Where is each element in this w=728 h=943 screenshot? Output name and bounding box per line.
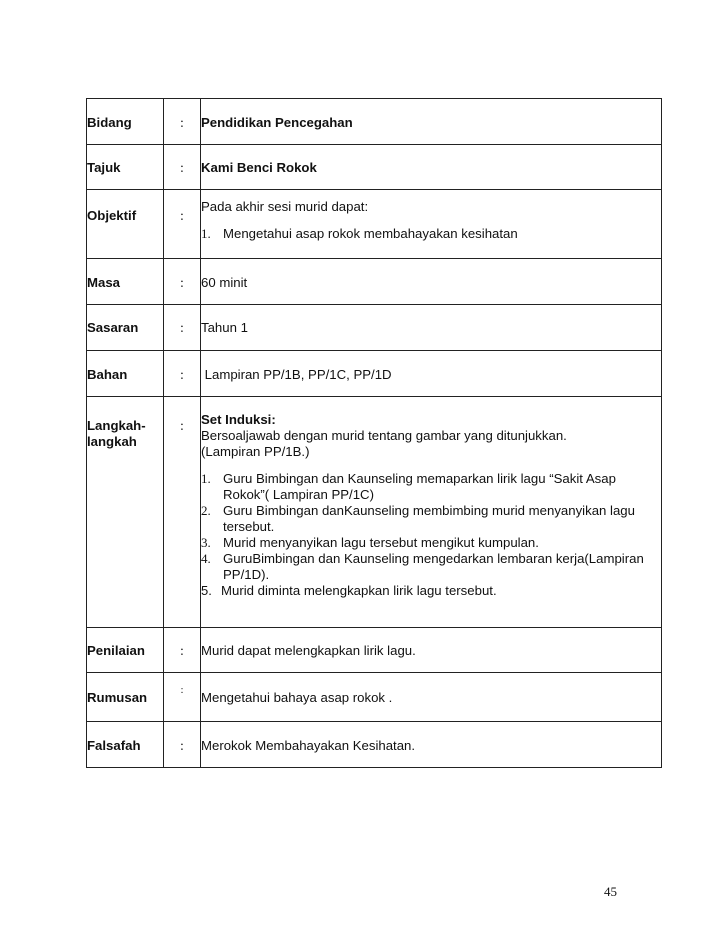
value-tajuk: Kami Benci Rokok (201, 145, 662, 190)
langkah-list (201, 471, 661, 599)
value-objektif (201, 190, 662, 259)
label-langkah-line2: langkah (87, 434, 137, 449)
objektif-intro: Pada akhir sesi murid dapat: (201, 199, 369, 214)
label-langkah (87, 397, 164, 628)
page-number: 45 (604, 884, 617, 899)
row-bahan (87, 351, 662, 397)
value-sasaran: Tahun 1 (201, 305, 662, 351)
value-penilaian: Murid dapat melengkapkan lirik lagu. (201, 628, 662, 673)
list-item (201, 503, 651, 535)
colon: : (164, 190, 201, 259)
colon: : (164, 259, 201, 305)
list-item (201, 551, 651, 583)
value-bidang: Pendidikan Pencegahan (201, 99, 662, 145)
list-text: Guru Bimbingan dan Kaunseling memaparkan lirik lagu “Sakit Asap Rokok”( Lampiran PP/1C) (223, 471, 616, 502)
row-rumusan (87, 673, 662, 722)
label-objektif: Objektif (87, 190, 164, 259)
list-text: GuruBimbingan dan Kaunseling mengedarkan lembaran kerja(Lampiran PP/1D). (223, 551, 644, 582)
row-falsafah (87, 722, 662, 768)
row-sasaran (87, 305, 662, 351)
value-bahan: Lampiran PP/1B, PP/1C, PP/1D (201, 351, 662, 397)
value-rumusan: Mengetahui bahaya asap rokok . (201, 673, 662, 722)
colon: : (164, 351, 201, 397)
colon: : (164, 722, 201, 768)
label-rumusan: Rumusan (87, 673, 164, 722)
objektif-list (201, 226, 661, 242)
label-bahan: Bahan (87, 351, 164, 397)
list-number: 5. (201, 583, 212, 598)
label-masa: Masa (87, 259, 164, 305)
label-penilaian: Penilaian (87, 628, 164, 673)
list-item (201, 471, 651, 503)
label-tajuk: Tajuk (87, 145, 164, 190)
list-number: 4. (201, 551, 211, 566)
list-number: 2. (201, 503, 211, 518)
langkah-intro-line2: (Lampiran PP/1B.) (201, 444, 310, 459)
colon: : (164, 628, 201, 673)
list-number: 1. (201, 471, 211, 486)
list-item (201, 583, 651, 599)
colon: : (164, 397, 201, 628)
colon: : (164, 145, 201, 190)
row-penilaian (87, 628, 662, 673)
list-number: 1. (201, 226, 211, 241)
list-item (201, 535, 651, 551)
colon: : (164, 99, 201, 145)
label-sasaran: Sasaran (87, 305, 164, 351)
value-masa: 60 minit (201, 259, 662, 305)
list-text: Murid diminta melengkapkan lirik lagu tersebut. (221, 583, 497, 598)
list-item (201, 226, 661, 242)
row-bidang (87, 99, 662, 145)
list-text: Murid menyanyikan lagu tersebut mengikut kumpulan. (223, 535, 539, 550)
row-langkah (87, 397, 662, 628)
list-number: 3. (201, 535, 211, 550)
row-masa (87, 259, 662, 305)
lesson-plan-table (86, 98, 662, 768)
list-text: Guru Bimbingan danKaunseling membimbing murid menyanyikan lagu tersebut. (223, 503, 635, 534)
label-bidang: Bidang (87, 99, 164, 145)
colon: : (164, 305, 201, 351)
label-langkah-line1: Langkah- (87, 418, 146, 433)
list-text: Mengetahui asap rokok membahayakan kesihatan (223, 226, 518, 241)
value-falsafah: Merokok Membahayakan Kesihatan. (201, 722, 662, 768)
row-tajuk (87, 145, 662, 190)
langkah-heading: Set Induksi: (201, 412, 276, 427)
langkah-intro-line1: Bersoaljawab dengan murid tentang gambar yang ditunjukkan. (201, 428, 567, 443)
colon: : (164, 673, 201, 722)
label-falsafah: Falsafah (87, 722, 164, 768)
row-objektif (87, 190, 662, 259)
value-langkah (201, 397, 662, 628)
